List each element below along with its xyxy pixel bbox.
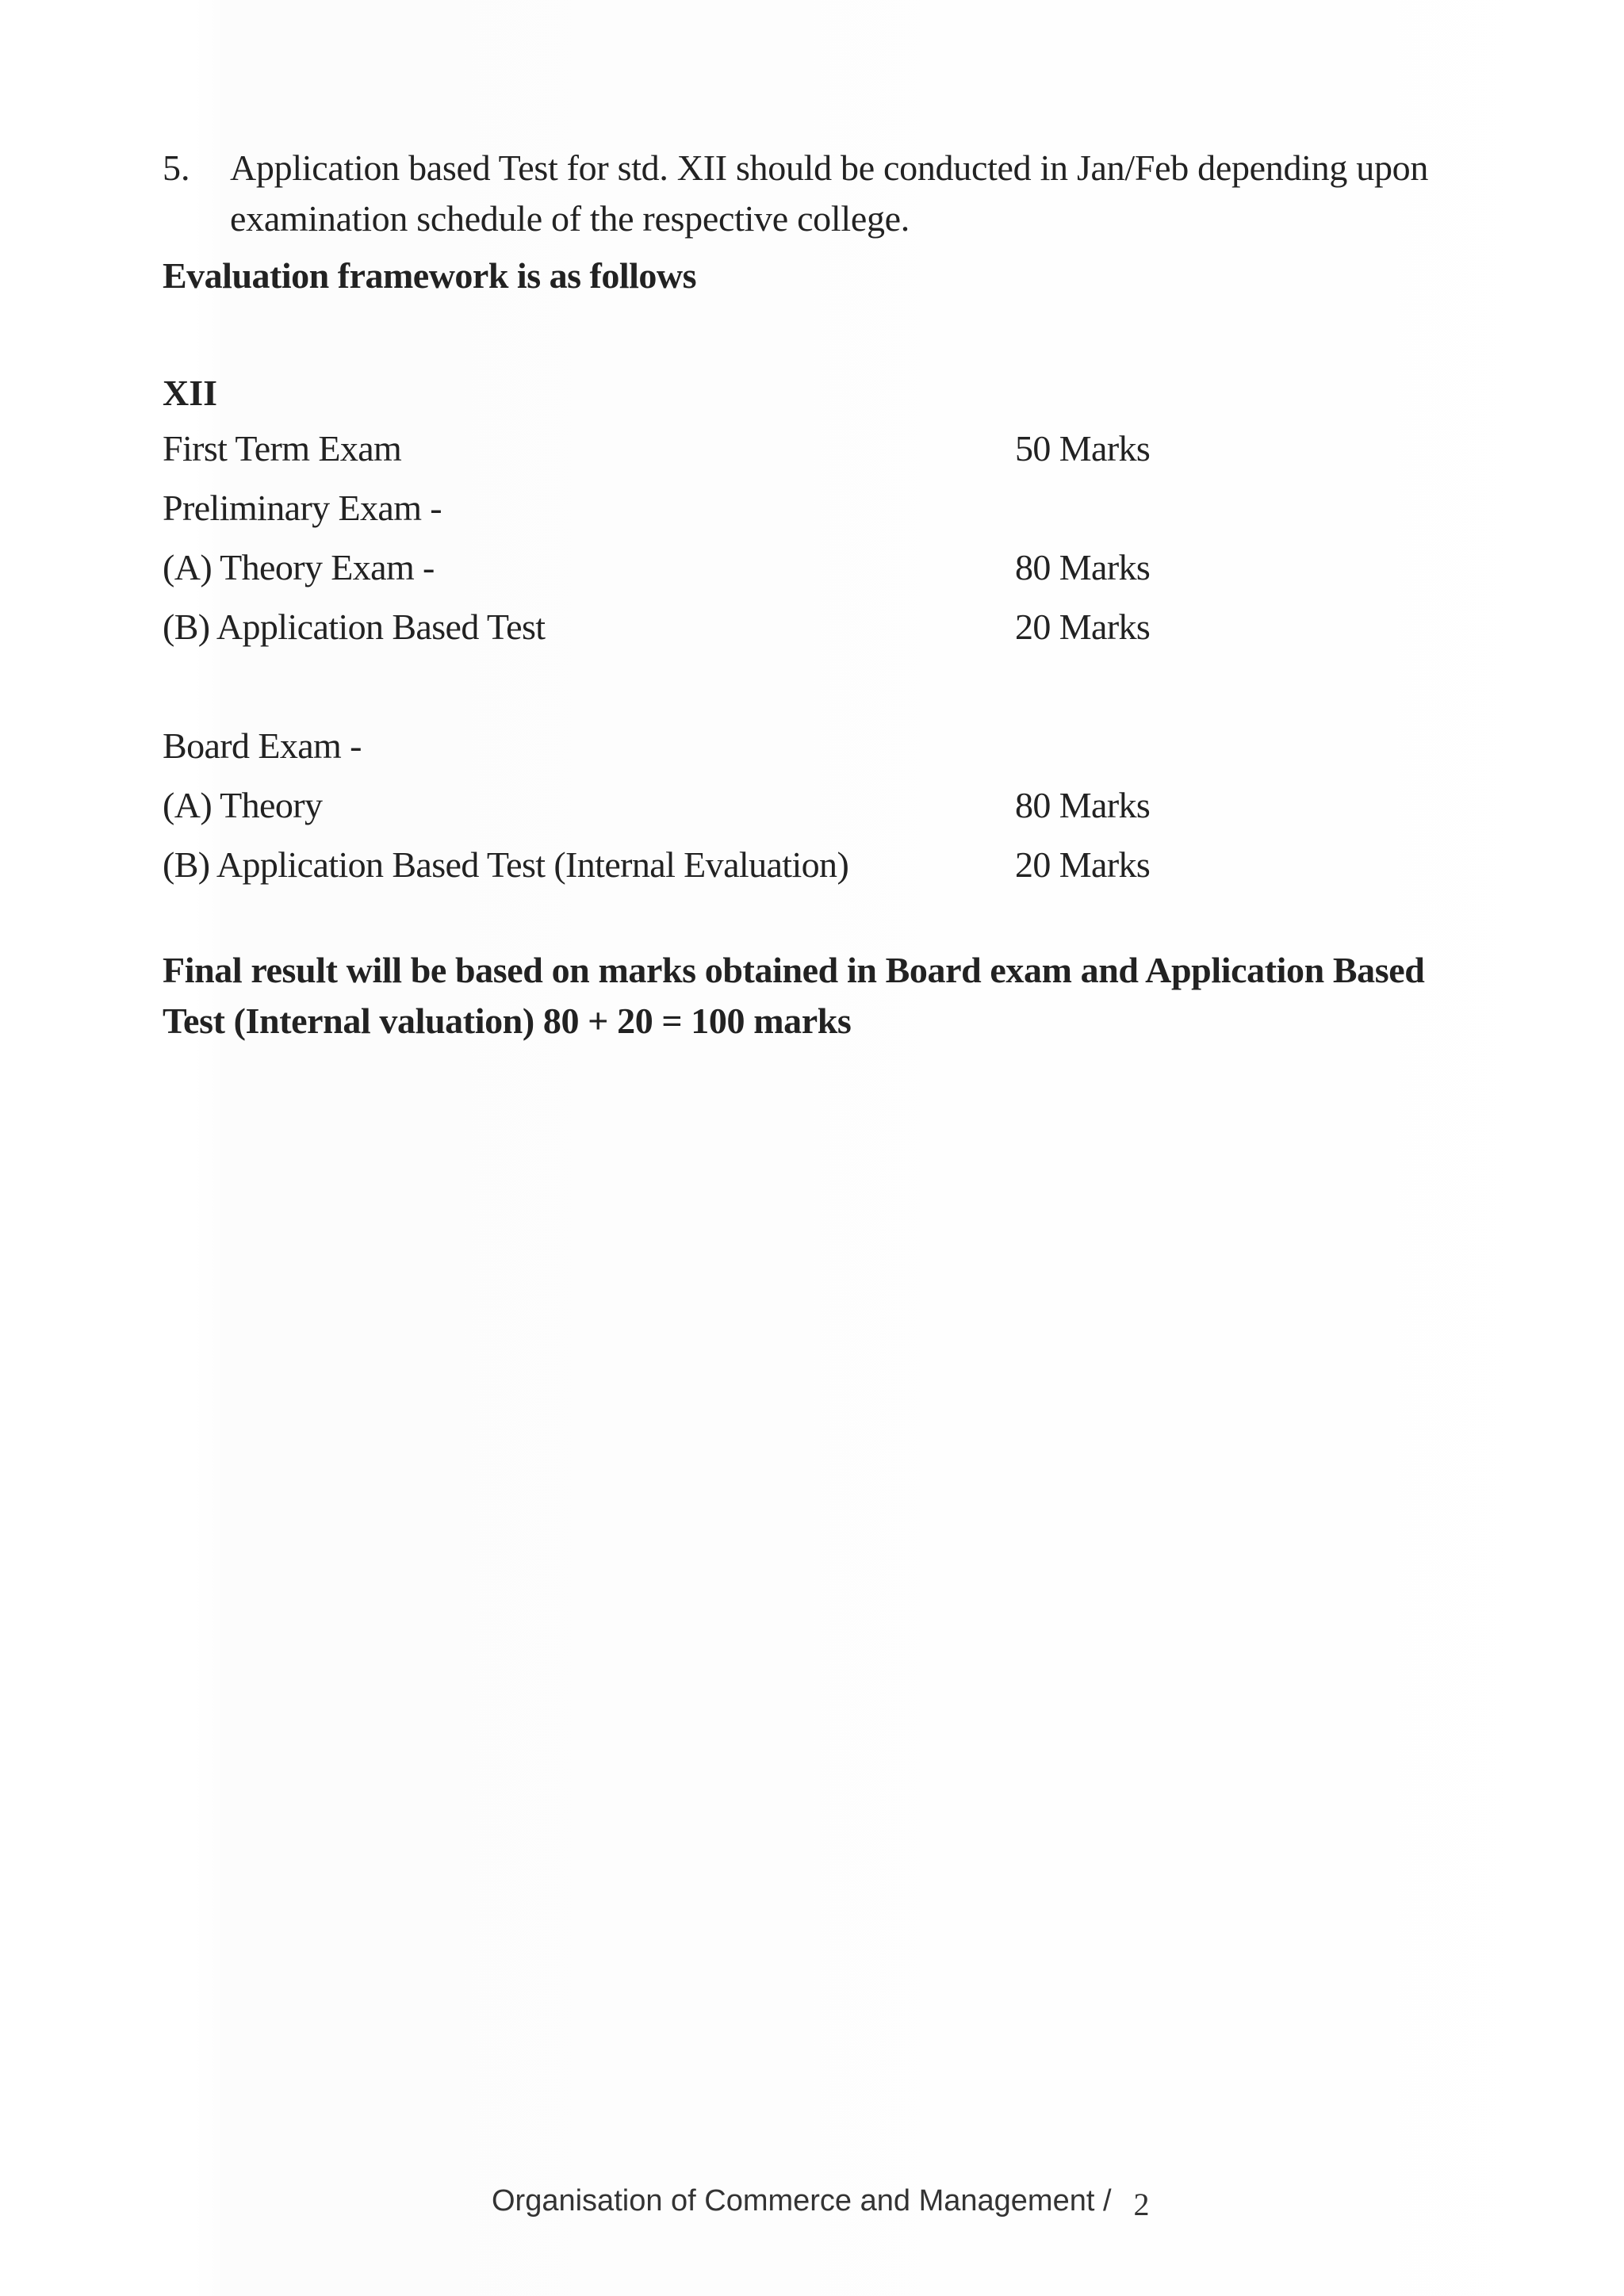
term-marks-table — [163, 419, 1495, 656]
section-heading: Evaluation framework is as follows — [163, 255, 696, 296]
point-text-line-2: examination schedule of the respective college. — [230, 198, 910, 239]
marks-row-preliminary-application — [163, 597, 1495, 656]
final-result-note — [163, 945, 1495, 1047]
board-marks-table — [163, 716, 1495, 894]
row-value: 80 Marks — [1015, 784, 1151, 825]
point-text-line-1: Application based Test for std. XII should be conducted in Jan/Feb depending upon — [230, 147, 1429, 188]
row-label: (B) Application Based Test (Internal Evaluation) — [163, 844, 849, 885]
class-label: XII — [163, 373, 218, 413]
row-label: First Term Exam — [163, 427, 402, 469]
final-note-line-2: Test (Internal valuation) 80 + 20 = 100 marks — [163, 1001, 852, 1041]
page-footer — [492, 2171, 1205, 2222]
marks-row-first-term — [163, 419, 1495, 478]
marks-row-board-theory — [163, 775, 1495, 835]
row-label: Preliminary Exam - — [163, 487, 442, 528]
page-number: 2 — [1133, 2187, 1150, 2222]
row-value: 20 Marks — [1015, 844, 1151, 885]
numbered-point-5 — [163, 143, 1495, 244]
row-label: Board Exam - — [163, 725, 362, 766]
row-label: (B) Application Based Test — [163, 606, 546, 647]
row-label: (A) Theory — [163, 784, 323, 825]
marks-row-board — [163, 716, 1495, 775]
footer-title: Organisation of Commerce and Management / — [492, 2184, 1112, 2218]
point-number: 5. — [163, 147, 190, 188]
marks-row-board-application — [163, 835, 1495, 894]
row-value: 80 Marks — [1015, 546, 1151, 587]
row-label: (A) Theory Exam - — [163, 546, 435, 587]
page-content — [163, 143, 1495, 1047]
final-note-line-1: Final result will be based on marks obtained in Board exam and Application Based — [163, 950, 1425, 990]
marks-row-preliminary — [163, 478, 1495, 538]
row-value: 50 Marks — [1015, 427, 1151, 469]
spacer — [163, 656, 1495, 716]
marks-row-preliminary-theory — [163, 538, 1495, 597]
point-text — [230, 143, 1495, 244]
row-value: 20 Marks — [1015, 606, 1151, 647]
